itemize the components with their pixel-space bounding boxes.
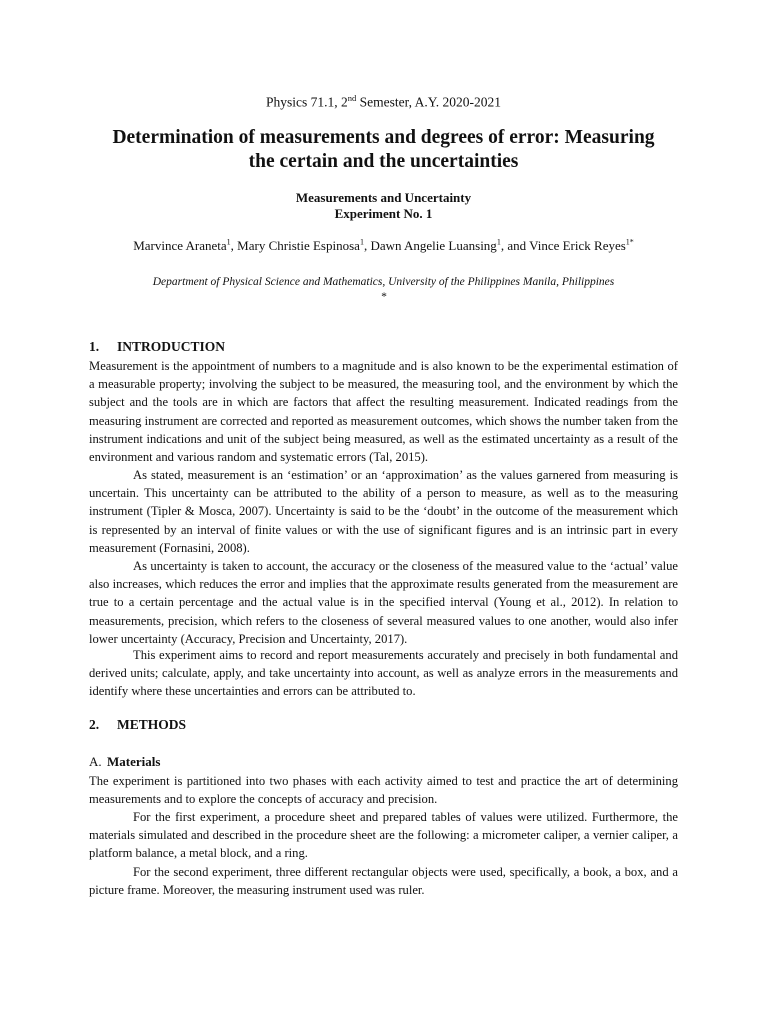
title-line-2: the certain and the uncertainties [248, 151, 519, 172]
methods-paragraph-2: For the first experiment, a procedure sheet and prepared tables of values were utilized. Furthermore, the materials simulated and described in the procedure sheet are the following: a micrometer caliper, a vernier caliper, a platform balance, a metal block, and a ring. [89, 810, 678, 861]
course-text-rest: Semester, A.Y. 2020-2021 [356, 94, 501, 110]
subtitle-line-1: Measurements and Uncertainty [295, 190, 472, 205]
methods-paragraph-3: For the second experiment, three different rectangular objects were used, specifically, a book, a box, and a picture frame. Moreover, the measuring instrument used was ruler. [89, 865, 678, 898]
affiliation-line: Department of Physical Science and Mathematics, University of the Philippines Manila, Philippines [152, 276, 615, 288]
intro-paragraph-2: As stated, measurement is an ‘estimation’ or an ‘approximation’ as the values garnered from measuring is uncertain. This uncertainty can be attributed to the ability of a person to measure, as well as to the measuring instrument (Tipler & Mosca, 2007). Uncertainty is said to be the ‘doubt’ in the outcome of the measurement which is represented by an interval of finite values or with the use of significant figures and is an intrinsic part in every measurement (Fornasini, 2008). [89, 468, 678, 555]
intro-paragraph-3: As uncertainty is taken to account, the accuracy or the closeness of the measured value to the ‘actual’ value also increases, which reduces the error and implies that the approximate results generated from the measurement are true to a certain percentage and the actual value is in the specified interval (Young et al., 2012). In relation to measurements, precision, which refers to the closeness of several measured values to one another, would also infer lower uncertainty (Accuracy, Precision and Uncertainty, 2017). [89, 559, 678, 646]
course-header [89, 93, 678, 111]
author: Dawn Angelie Luansing$^1$, and [370, 238, 530, 254]
subsection-heading-materials: A. Materials [89, 754, 161, 769]
intro-paragraph-4: This experiment aims to record and report measurements accurately and precisely in both fundamental and derived units; calculate, apply, and take uncertainty into account, as well as analyze errors in the measurements and identify where these uncertainties and errors can be attributed to. [89, 648, 678, 699]
affiliation-mark: * [380, 291, 387, 303]
author: Marvince Araneta$^1$, [133, 238, 238, 254]
paper-title [89, 126, 678, 174]
methods-paragraph-1: The experiment is partitioned into two phases with each activity aimed to test and practice the art of determining measurements and to explore the concepts of accuracy and precision. [89, 774, 678, 807]
author-list [89, 238, 678, 254]
author: Mary Christie Espinosa$^1$, [237, 238, 371, 254]
intro-paragraph-1: Measurement is the appointment of numbers to a magnitude and is also known to be the experimental estimation of a measurable property; involving the subject to be measured, the measuring tool, and the environment by which the subject and the tools are in which are factors that affect the resulting measurement. Indicated readings from the measuring instrument are corrected and reported as measurement outcomes, which shows the number taken from the instrument indications and unit of the subject being measured, as well as the estimated uncertainty as a result of the environment and various random and systematic errors (Tal, 2015). [89, 359, 678, 465]
author: Vince Erick Reyes$^{1*}$ [529, 238, 634, 254]
section-heading-methods: 2. METHODS [89, 717, 187, 732]
title-line-1: Determination of measurements and degrees of error: Measuring [112, 127, 655, 148]
affiliation [89, 275, 678, 305]
course-text: Physics 71.1, 2 [266, 94, 348, 110]
course-superscript: nd [347, 93, 357, 103]
subtitle-line-2: Experiment No. 1 [334, 206, 433, 221]
paper-subtitle [89, 190, 678, 222]
section-heading-introduction: 1. INTRODUCTION [89, 339, 226, 354]
